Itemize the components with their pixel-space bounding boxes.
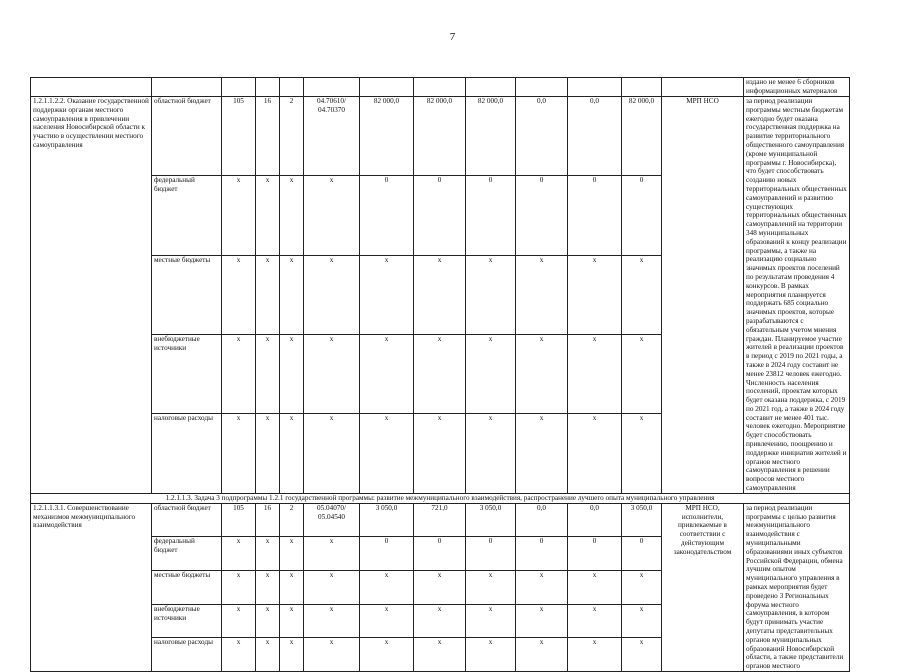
- table-cell: x: [256, 537, 280, 571]
- funding-source: внебюджетные источники: [152, 604, 222, 638]
- table-cell: 2: [280, 503, 304, 537]
- table-cell: 0,0: [568, 97, 622, 176]
- table-cell: 16: [256, 97, 280, 176]
- table-cell: 82 000,0: [622, 97, 662, 176]
- table-cell: x: [256, 255, 280, 334]
- table-cell: x: [222, 537, 256, 571]
- table-cell: x: [280, 604, 304, 638]
- table-cell: x: [280, 176, 304, 255]
- table-cell: x: [304, 414, 360, 493]
- table-cell: 0: [622, 176, 662, 255]
- table-cell: x: [360, 335, 414, 414]
- table-cell: 82 000,0: [360, 97, 414, 176]
- table-cell: 0: [414, 176, 466, 255]
- executor: МРП НСО: [662, 97, 744, 494]
- table-cell: x: [414, 414, 466, 493]
- table-cell: x: [568, 414, 622, 493]
- table-cell: x: [256, 571, 280, 605]
- expected-result: за период реализации программы местным бюджетам ежегодно будет оказана государственная поддержка на развитие территориального общественного самоуправления (кроме муниципальной программы г. Новосибирска), что будет способствовать созданию новых территориальных общественных самоуправлений и развитию существующих территориальных общественных самоуправлений на территории 348 муниципальных образований к концу реализации программы, а также на реализацию социально значимых проектов поселений по результатам проведения 4 конкурсов. В рамках мероприятия планируется поддержать 685 социально значимых проектов, которые разрабатываются с обязательным учетом мнения граждан. Планируемое участие жителей в реализации проектов в период с 2019 по 2021 годы, а также в 2024 году составит не менее 23812 человек ежегодно. Численность населения поселений, проектам которых будет оказана поддержка, с 2019 по 2021 год, а также в 2024 году составит не менее 401 тыс. человек ежегодно. Мероприятие будет способствовать привлечению, поощрению и поддержке инициатив жителей и органов местного самоуправления в решении вопросов местного самоуправления: [744, 97, 850, 494]
- table-cell: x: [466, 255, 516, 334]
- table-row-top: [31, 78, 850, 97]
- task-heading: 1.2.1.1.3. Задача 3 подпрограммы 1.2.1 государственной программы: развитие межмуниципального взаимодействия, распространение лучшего опыта муниципального управления: [31, 493, 850, 503]
- funding-source: налоговые расходы: [152, 638, 222, 672]
- table-cell: x: [360, 638, 414, 672]
- table-cell: x: [466, 571, 516, 605]
- table-cell: x: [360, 604, 414, 638]
- table-cell: x: [304, 255, 360, 334]
- table-cell: x: [622, 414, 662, 493]
- table-cell: 2: [280, 97, 304, 176]
- table-cell: x: [516, 414, 568, 493]
- table-cell: x: [222, 571, 256, 605]
- table-cell: x: [280, 414, 304, 493]
- table-cell: x: [622, 638, 662, 672]
- funding-source: областной бюджет: [152, 503, 222, 537]
- funding-source: налоговые расходы: [152, 414, 222, 493]
- table-cell: x: [280, 638, 304, 672]
- measure-title: 1.2.1.1.2.2. Оказание государственной поддержки органам местного самоуправления в привлечении населения Новосибирской области к участию в осуществлении местного самоуправления: [31, 97, 152, 494]
- table-cell: x: [414, 335, 466, 414]
- table-cell: x: [304, 335, 360, 414]
- table-cell: 0: [622, 537, 662, 571]
- program-table: [30, 77, 849, 671]
- table-cell: x: [256, 638, 280, 672]
- funding-source: федеральный бюджет: [152, 176, 222, 255]
- funding-source: внебюджетные источники: [152, 335, 222, 414]
- table-cell: 0,0: [568, 503, 622, 537]
- table-cell: x: [516, 638, 568, 672]
- table-cell: x: [222, 414, 256, 493]
- table-cell: x: [622, 255, 662, 334]
- table-cell: 0,0: [516, 503, 568, 537]
- table-cell: x: [568, 255, 622, 334]
- table-cell: 0: [516, 176, 568, 255]
- table-cell: 0: [360, 176, 414, 255]
- table-cell: 82 000,0: [466, 97, 516, 176]
- table-cell: x: [466, 604, 516, 638]
- table-cell: x: [516, 604, 568, 638]
- table-cell: x: [622, 571, 662, 605]
- funding-source: местные бюджеты: [152, 255, 222, 334]
- table-cell: 3 050,0: [466, 503, 516, 537]
- table-cell: x: [304, 638, 360, 672]
- table-cell: x: [622, 604, 662, 638]
- table-cell: x: [516, 255, 568, 334]
- table-cell: x: [360, 414, 414, 493]
- funding-source: федеральный бюджет: [152, 537, 222, 571]
- table-cell: x: [414, 255, 466, 334]
- top-note: издано не менее 6 сборников информационных материалов: [744, 78, 850, 97]
- table-cell: x: [304, 176, 360, 255]
- table-cell: 3 050,0: [622, 503, 662, 537]
- table-cell: 0: [568, 537, 622, 571]
- table-cell: 3 050,0: [360, 503, 414, 537]
- table-cell: 0: [516, 537, 568, 571]
- expected-result: за период реализации программы с целью развития межмуниципального взаимодействия с муниципальными образованиями иных субъектов Российской Федерации, обмена лучшим опытом муниципального управления в рамках мероприятия будет проведено 3 Региональных форума местного самоуправления, в котором будут принимать участие депутаты представительных органов муниципальных образований Новосибирской области, а также представители органов местного: [744, 503, 850, 671]
- table-cell: x: [256, 604, 280, 638]
- table-cell: x: [304, 571, 360, 605]
- table-cell: 0: [466, 537, 516, 571]
- table-cell: 05.04070/ 05.04540: [304, 503, 360, 537]
- table-cell: 0: [360, 537, 414, 571]
- table-cell: 04.70610/ 04.70370: [304, 97, 360, 176]
- table-cell: 0: [414, 537, 466, 571]
- table-cell: 0,0: [516, 97, 568, 176]
- table-cell: x: [466, 638, 516, 672]
- table-cell: x: [256, 414, 280, 493]
- table-cell: x: [414, 604, 466, 638]
- table-cell: x: [222, 604, 256, 638]
- table-cell: x: [256, 335, 280, 414]
- table-cell: x: [466, 414, 516, 493]
- table-cell: x: [280, 335, 304, 414]
- table-cell: 721,0: [414, 503, 466, 537]
- table-cell: x: [280, 255, 304, 334]
- table-cell: x: [222, 335, 256, 414]
- table-cell: 0: [466, 176, 516, 255]
- table-row: [31, 503, 850, 537]
- table-cell: 105: [222, 503, 256, 537]
- table-cell: x: [568, 604, 622, 638]
- table-cell: x: [516, 571, 568, 605]
- task-heading-row: [31, 493, 850, 503]
- table-cell: x: [414, 638, 466, 672]
- table-cell: x: [568, 638, 622, 672]
- funding-source: областной бюджет: [152, 97, 222, 176]
- table-cell: x: [516, 335, 568, 414]
- table-cell: 0: [568, 176, 622, 255]
- table-cell: x: [222, 176, 256, 255]
- table-cell: x: [256, 176, 280, 255]
- funding-source: местные бюджеты: [152, 571, 222, 605]
- table-cell: x: [466, 335, 516, 414]
- table-cell: x: [304, 537, 360, 571]
- table-cell: x: [222, 255, 256, 334]
- table-cell: x: [622, 335, 662, 414]
- executor: МРП НСО, исполнители, привлекаемые в соответствии с действующим законодательством: [662, 503, 744, 671]
- table-cell: x: [360, 571, 414, 605]
- table-row: [31, 97, 850, 176]
- page-number: 7: [449, 31, 456, 43]
- table-cell: x: [222, 638, 256, 672]
- table-cell: x: [280, 537, 304, 571]
- table-cell: x: [280, 571, 304, 605]
- table-cell: 105: [222, 97, 256, 176]
- table-cell: 82 000,0: [414, 97, 466, 176]
- measures-table: [30, 77, 850, 672]
- table-cell: x: [360, 255, 414, 334]
- table-cell: x: [568, 335, 622, 414]
- table-cell: x: [414, 571, 466, 605]
- table-cell: x: [304, 604, 360, 638]
- measure-title: 1.2.1.1.3.1. Совершенствование механизмов межмуниципального взаимодействия: [31, 503, 152, 671]
- table-cell: 16: [256, 503, 280, 537]
- table-cell: x: [568, 571, 622, 605]
